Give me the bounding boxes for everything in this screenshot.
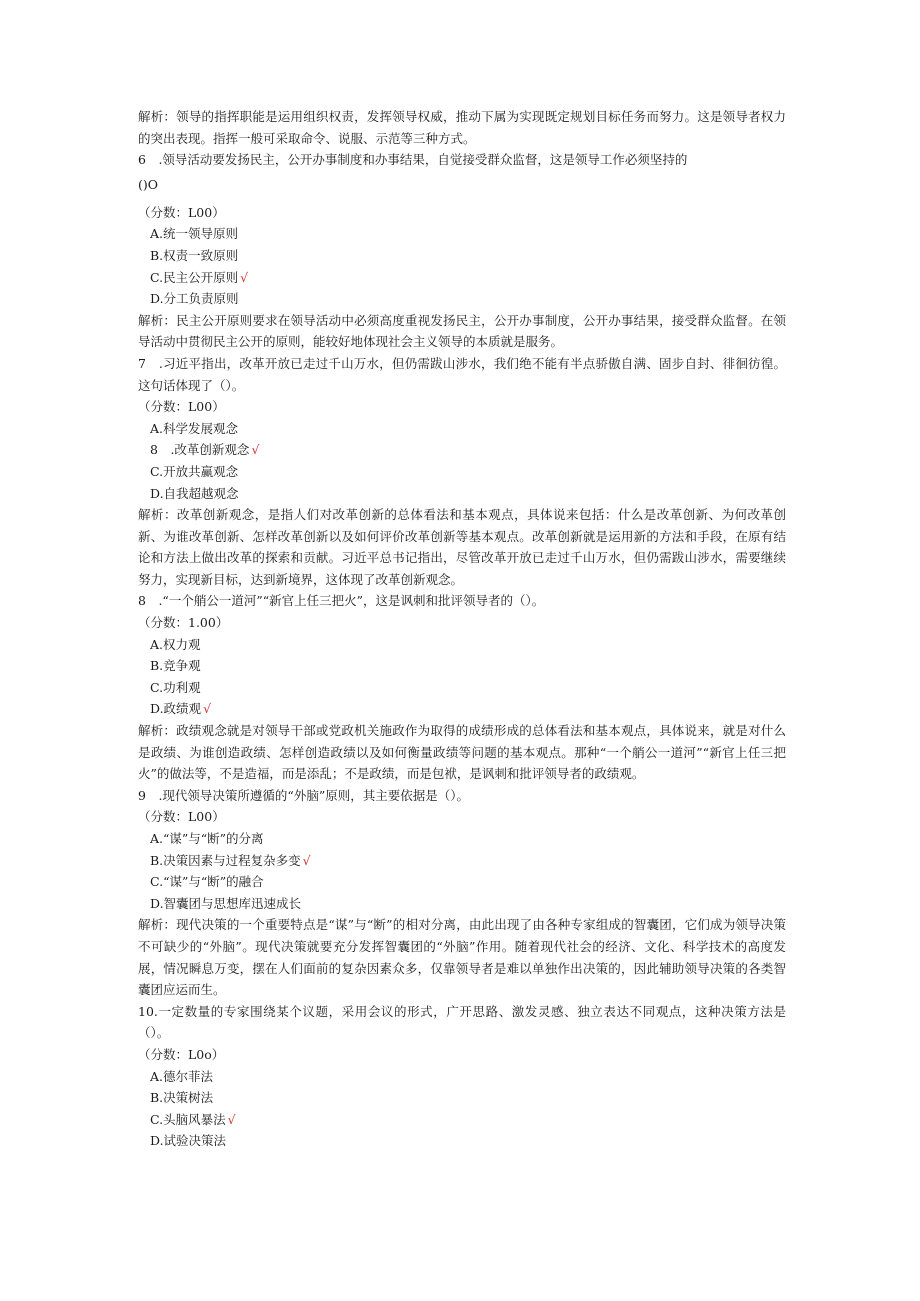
option-6d[interactable]: D.分工负责原则 [150,291,239,307]
option-9d[interactable]: D.智囊团与思想库迅速成长 [150,895,302,911]
analysis-6: 解析：民主公开原则要求在领导活动中必须高度重视发扬民主，公开办事制度，公开办事结果，接受群众监督。在领导活动中贯彻民主公开的原则，能较好地体现社会主义领导的本质就是服务。 [138,312,786,350]
option-10c[interactable] [138,1109,786,1131]
option-10b[interactable]: B.决策树法 [150,1090,214,1106]
checkmark-icon: √ [251,442,260,458]
option-10a[interactable]: A.德尔菲法 [150,1068,214,1084]
option-6c-label: C.民主公开原则 [150,269,239,285]
score-8: （分数：1.00） [138,615,229,631]
checkmark-icon: √ [203,701,212,717]
option-9b[interactable] [138,850,786,872]
option-10d[interactable]: D.试验决策法 [150,1133,227,1149]
score-10: （分数：L0o） [138,1046,225,1062]
question-7: 7 .习近平指出，改革开放已走过千山万水，但仍需跋山涉水，我们绝不能有半点骄傲自满、固步自封、徘徊彷徨。这句话体现了（）。 [138,355,786,393]
option-8d-label: D.政绩观 [150,701,202,717]
question-10: 10.一定数量的专家围绕某个议题，采用会议的形式，广开思路、激发灵感、独立表达不同观点，这种决策方法是（）。 [138,1003,786,1041]
question-9: 9 .现代领导决策所遵循的“外脑”原则，其主要依据是（）。 [138,787,469,803]
option-6a[interactable]: A.统一领导原则 [150,226,239,242]
option-10c-label: C.头脑风暴法 [150,1111,226,1127]
question-6: 6 .领导活动要发扬民主，公开办事制度和办事结果，自觉接受群众监督，这是领导工作必须坚持的 [138,152,688,168]
analysis-9: 解析：现代决策的一个重要特点是“谋”与“断”的相对分离，由此出现了由各种专家组成的智囊团，它们成为领导决策不可缺少的“外脑”。现代决策就要充分发挥智囊团的“外脑”作用。随着现代社会的经济、文化、科学技术的高度发展，情况瞬息万变，摆在人们面前的复杂因素众多，仅靠领导者是难以单独作出决策的，因此辅助领导决策的各类智囊团应运而生。 [138,917,786,998]
score-6: （分数：L00） [138,204,225,220]
option-7a[interactable]: A.科学发展观念 [150,420,239,436]
question-6-blank: ()O [138,176,159,192]
option-6b[interactable]: B.权责一致原则 [150,247,239,263]
option-7c[interactable]: C.开放共赢观念 [150,463,239,479]
score-7: （分数：L00） [138,399,225,415]
score-9: （分数：L00） [138,809,225,825]
checkmark-icon: √ [227,1111,236,1127]
exam-document [138,106,786,1152]
analysis-8: 解析：政绩观念就是对领导干部或党政机关施政作为取得的成绩形成的总体看法和基本观点，具体说来，就是对什么是政绩、为谁创造政绩、怎样创造政绩以及如何衡量政绩等问题的基本观点。那种“一个艄公一道河”“新官上任三把火”的做法等，不是造福，而是添乱；不是政绩，而是包袱，是讽刺和批评领导者的政绩观。 [138,723,786,782]
option-9c[interactable]: C.“谋”与“断”的融合 [150,874,264,890]
checkmark-icon: √ [302,852,311,868]
option-9a[interactable]: A.“谋”与“断”的分离 [150,831,264,846]
option-8c[interactable]: C.功利观 [150,679,201,695]
option-8d[interactable] [138,698,786,720]
checkmark-icon: √ [240,269,249,285]
question-8: 8 .“一个艄公一道河”“新官上任三把火”，这是讽刺和批评领导者的（）。 [138,593,545,609]
option-7d[interactable]: D.自我超越观念 [150,485,239,501]
analysis-5: 解析：领导的指挥职能是运用组织权责，发挥领导权威，推动下属为实现既定规划目标任务而努力。这是领导者权力的突出表现。指挥一般可采取命令、说服、示范等三种方式。 [138,109,786,146]
option-6c[interactable] [138,267,786,289]
option-7b[interactable] [138,439,786,461]
option-8b[interactable]: B.竞争观 [150,658,201,674]
option-8a[interactable]: A.权力观 [150,636,201,652]
option-7b-label: 8 .改革创新观念 [150,442,250,458]
option-9b-label: B.决策因素与过程复杂多变 [150,852,301,868]
analysis-7: 解析：改革创新观念，是指人们对改革创新的总体看法和基本观点，具体说来包括：什么是改革创新、为何改革创新、为谁改革创新、怎样改革创新以及如何评价改革创新等基本观点。改革创新就是运用新的方法和手段，在原有结论和方法上做出改革的探索和贡献。习近平总书记指出，尽管改革开放已走过千山万水，但仍需跋山涉水，需要继续努力，实现新目标，达到新境界，这体现了改革创新观念。 [138,507,786,587]
